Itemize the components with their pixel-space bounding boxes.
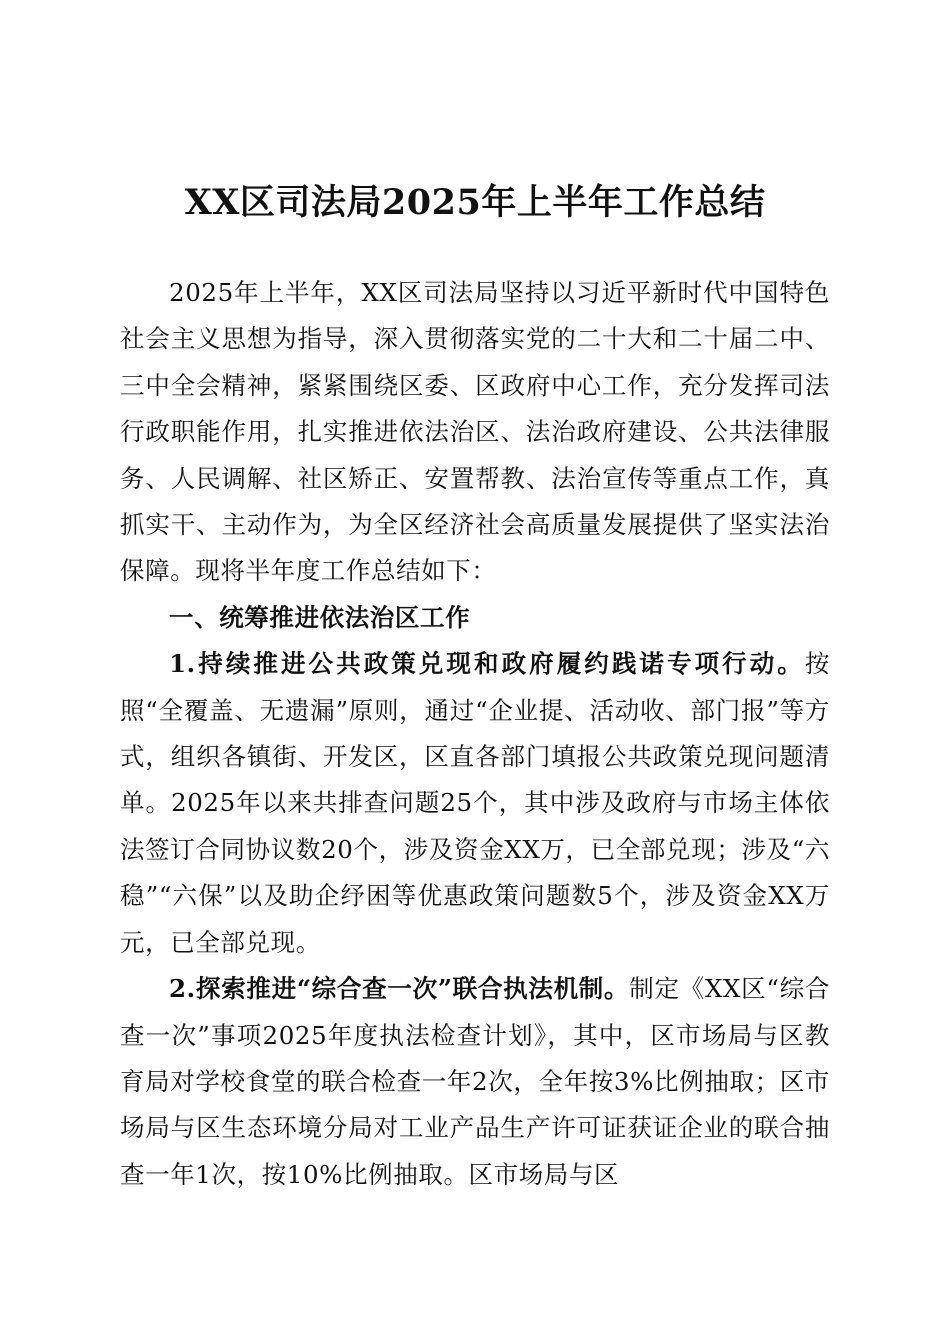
item-1-lead: 1.持续推进公共政策兑现和政府履约践诺专项行动。 [169,649,805,679]
intro-paragraph: 2025年上半年，XX区司法局坚持以习近平新时代中国特色社会主义思想为指导，深入贯彻落实党的二十大和二十届二中、三中全会精神，紧紧围绕区委、区政府中心工作，充分发挥司法行政职能作用，扎实推进依法治区、法治政府建设、公共法律服务、人民调解、社区矫正、安置帮教、法治宣传等重点工作，真抓实干、主动作为，为全区经济社会高质量发展提供了坚实法治保障。现将半年度工作总结如下： [120,278,830,586]
section-item-2 [120,966,830,1198]
item-2-lead: 2.探索推进“综合查一次”联合执法机制。 [169,974,630,1004]
document-body [120,270,830,1198]
section-item-1 [120,641,830,966]
item-2-text: 制定《XX区“综合查一次”事项2025年度执法检查计划》，其中，区市场局与区教育局对学校食堂的联合检查一年2次，全年按3%比例抽取；区市场局与区生态环境分局对工业产品生产许可证获证企业的联合抽查一年1次，按10%比例抽取。区市场局与区 [120,974,830,1189]
document-title: XX区司法局2025年上半年工作总结 [184,182,766,223]
item-1-text: 按照“全覆盖、无遗漏”原则，通过“企业提、活动收、部门报”等方式，组织各镇街、开发区，区直各部门填报公共政策兑现问题清单。2025年以来共排查问题25个，其中涉及政府与市场主体依法签订合同协议数20个，涉及资金XX万，已全部兑现；涉及“六稳”“六保”以及助企纾困等优惠政策问题数5个，涉及资金XX万元，已全部兑现。 [120,649,830,957]
section-heading: 一、统筹推进依法治区工作 [169,602,471,632]
